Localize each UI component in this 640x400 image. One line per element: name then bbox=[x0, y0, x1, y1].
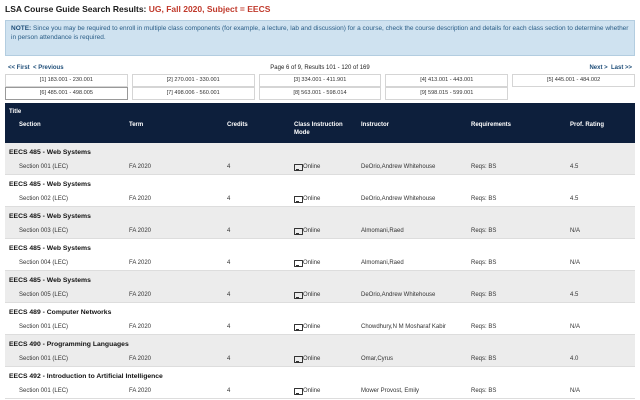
table-row bbox=[5, 207, 635, 239]
page-range-grid bbox=[5, 74, 635, 100]
course-title-link[interactable]: EECS 489 - Computer Networks bbox=[9, 309, 112, 316]
term-cell: FA 2020 bbox=[129, 324, 152, 330]
instruction-mode-text: Online bbox=[303, 164, 321, 170]
credits-cell: 4 bbox=[227, 260, 231, 266]
course-title-link[interactable]: EECS 485 - Web Systems bbox=[9, 245, 91, 252]
results-table-body bbox=[5, 143, 635, 399]
table-row bbox=[5, 367, 635, 399]
requirements-cell: Reqs: BS bbox=[471, 324, 497, 330]
monitor-icon bbox=[294, 164, 301, 170]
monitor-icon bbox=[294, 292, 301, 298]
section-cell: Section 001 (LEC) bbox=[19, 324, 69, 330]
instructor-cell: Chowdhury,N M Mosharaf Kabir bbox=[361, 324, 446, 330]
page-range-1[interactable]: [1] 183.001 - 230.001 bbox=[5, 74, 128, 87]
requirements-cell: Reqs: BS bbox=[471, 164, 497, 170]
instructor-cell: Mower Provost, Emily bbox=[361, 388, 420, 394]
section-cell: Section 001 (LEC) bbox=[19, 164, 69, 170]
page-range-9[interactable]: [9] 598.015 - 599.001 bbox=[385, 87, 508, 100]
page-range-6[interactable]: [6] 485.001 - 498.005 bbox=[5, 87, 128, 100]
header-instructor: Instructor bbox=[361, 122, 390, 128]
first-page-link[interactable]: << First bbox=[8, 65, 30, 71]
page-range-3[interactable]: [3] 334.001 - 411.901 bbox=[259, 74, 382, 87]
instruction-mode-cell bbox=[294, 292, 320, 298]
instruction-mode-text: Online bbox=[303, 260, 321, 266]
monitor-icon bbox=[294, 228, 301, 234]
monitor-icon bbox=[294, 356, 301, 362]
instructor-cell: Omar,Cyrus bbox=[361, 356, 394, 362]
term-cell: FA 2020 bbox=[129, 164, 152, 170]
note-text: Since you may be required to enroll in multiple class components (for example, a lecture, lab and discussion) for a course, check the course description and details for each class section to determine whether in person attendance is required. bbox=[11, 25, 629, 41]
term-cell: FA 2020 bbox=[129, 196, 152, 202]
rating-cell: 4.5 bbox=[570, 196, 579, 202]
page-title-prefix: LSA Course Guide Search Results: bbox=[5, 4, 149, 14]
rating-cell: N/A bbox=[570, 388, 581, 394]
header-credits: Credits bbox=[227, 122, 248, 128]
credits-cell: 4 bbox=[227, 228, 231, 234]
note-label: NOTE: bbox=[11, 25, 32, 32]
page-range-4[interactable]: [4] 413.001 - 443.001 bbox=[385, 74, 508, 87]
header-prof-rating: Prof. Rating bbox=[570, 122, 604, 128]
rating-cell: N/A bbox=[570, 228, 581, 234]
section-cell: Section 005 (LEC) bbox=[19, 292, 69, 298]
header-term: Term bbox=[129, 122, 144, 128]
course-title-link[interactable]: EECS 485 - Web Systems bbox=[9, 213, 91, 220]
instruction-mode-text: Online bbox=[303, 324, 321, 330]
page-status: Page 6 of 9, Results 101 - 120 of 169 bbox=[270, 65, 370, 71]
term-cell: FA 2020 bbox=[129, 356, 152, 362]
instruction-mode-text: Online bbox=[303, 292, 321, 298]
table-row bbox=[5, 303, 635, 335]
credits-cell: 4 bbox=[227, 164, 231, 170]
page-range-2[interactable]: [2] 270.001 - 330.001 bbox=[132, 74, 255, 87]
rating-cell: N/A bbox=[570, 260, 581, 266]
last-page-link[interactable]: Last >> bbox=[610, 65, 632, 71]
instructor-cell: Almomani,Raed bbox=[361, 228, 404, 234]
instruction-mode-cell bbox=[294, 196, 320, 202]
instructor-cell: DeOrio,Andrew Whitehouse bbox=[361, 164, 436, 170]
header-requirements: Requirements bbox=[471, 122, 512, 128]
instruction-mode-text: Online bbox=[303, 228, 321, 234]
section-cell: Section 003 (LEC) bbox=[19, 228, 69, 234]
instruction-mode-text: Online bbox=[303, 356, 321, 362]
monitor-icon bbox=[294, 260, 301, 266]
table-row bbox=[5, 239, 635, 271]
page-range-8[interactable]: [8] 563.001 - 598.014 bbox=[259, 87, 382, 100]
instruction-mode-text: Online bbox=[303, 388, 321, 394]
table-row bbox=[5, 271, 635, 303]
attendance-note bbox=[5, 20, 635, 56]
term-cell: FA 2020 bbox=[129, 388, 152, 394]
term-cell: FA 2020 bbox=[129, 292, 152, 298]
rating-cell: N/A bbox=[570, 324, 581, 330]
monitor-icon bbox=[294, 196, 301, 202]
instruction-mode-cell bbox=[294, 228, 320, 234]
section-cell: Section 002 (LEC) bbox=[19, 196, 69, 202]
monitor-icon bbox=[294, 324, 301, 330]
section-cell: Section 004 (LEC) bbox=[19, 260, 69, 266]
requirements-cell: Reqs: BS bbox=[471, 260, 497, 266]
monitor-icon bbox=[294, 388, 301, 394]
section-cell: Section 001 (LEC) bbox=[19, 388, 69, 394]
previous-page-link[interactable]: < Previous bbox=[33, 65, 64, 71]
header-instruction-mode bbox=[294, 121, 343, 137]
page-range-5[interactable]: [5] 445.001 - 484.002 bbox=[512, 74, 635, 87]
term-cell: FA 2020 bbox=[129, 228, 152, 234]
rating-cell: 4.5 bbox=[570, 292, 579, 298]
page-range-7[interactable]: [7] 498.006 - 560.001 bbox=[132, 87, 255, 100]
instructor-cell: DeOrio,Andrew Whitehouse bbox=[361, 196, 436, 202]
requirements-cell: Reqs: BS bbox=[471, 292, 497, 298]
instruction-mode-text: Online bbox=[303, 196, 321, 202]
section-cell: Section 001 (LEC) bbox=[19, 356, 69, 362]
instruction-mode-cell bbox=[294, 388, 320, 394]
header-section: Section bbox=[19, 122, 41, 128]
course-title-link[interactable]: EECS 485 - Web Systems bbox=[9, 181, 91, 188]
course-title-link[interactable]: EECS 490 - Programming Languages bbox=[9, 341, 129, 348]
header-title: Title bbox=[9, 109, 22, 115]
instruction-mode-cell bbox=[294, 164, 320, 170]
header-instruction-mode-line2: Mode bbox=[294, 130, 310, 136]
credits-cell: 4 bbox=[227, 196, 231, 202]
table-row bbox=[5, 335, 635, 367]
instruction-mode-cell bbox=[294, 356, 320, 362]
credits-cell: 4 bbox=[227, 356, 231, 362]
rating-cell: 4.0 bbox=[570, 356, 579, 362]
header-instruction-mode-line1: Class Instruction bbox=[294, 122, 343, 128]
rating-cell: 4.5 bbox=[570, 164, 579, 170]
requirements-cell: Reqs: BS bbox=[471, 228, 497, 234]
next-page-link[interactable]: Next > bbox=[589, 65, 608, 71]
course-title-link[interactable]: EECS 485 - Web Systems bbox=[9, 277, 91, 284]
requirements-cell: Reqs: BS bbox=[471, 388, 497, 394]
search-filters: UG, Fall 2020, Subject = EECS bbox=[148, 4, 271, 14]
instruction-mode-cell bbox=[294, 324, 320, 330]
instruction-mode-cell bbox=[294, 260, 320, 266]
instructor-cell: DeOrio,Andrew Whitehouse bbox=[361, 292, 436, 298]
credits-cell: 4 bbox=[227, 292, 231, 298]
course-title-link[interactable]: EECS 492 - Introduction to Artificial Intelligence bbox=[9, 373, 163, 380]
page-title bbox=[5, 4, 270, 14]
table-row bbox=[5, 175, 635, 207]
credits-cell: 4 bbox=[227, 388, 231, 394]
course-title-link[interactable]: EECS 485 - Web Systems bbox=[9, 149, 91, 156]
credits-cell: 4 bbox=[227, 324, 231, 330]
instructor-cell: Almomani,Raed bbox=[361, 260, 404, 266]
term-cell: FA 2020 bbox=[129, 260, 152, 266]
table-row bbox=[5, 143, 635, 175]
requirements-cell: Reqs: BS bbox=[471, 356, 497, 362]
pagination-bar bbox=[5, 64, 635, 74]
results-table-header bbox=[5, 103, 635, 143]
requirements-cell: Reqs: BS bbox=[471, 196, 497, 202]
